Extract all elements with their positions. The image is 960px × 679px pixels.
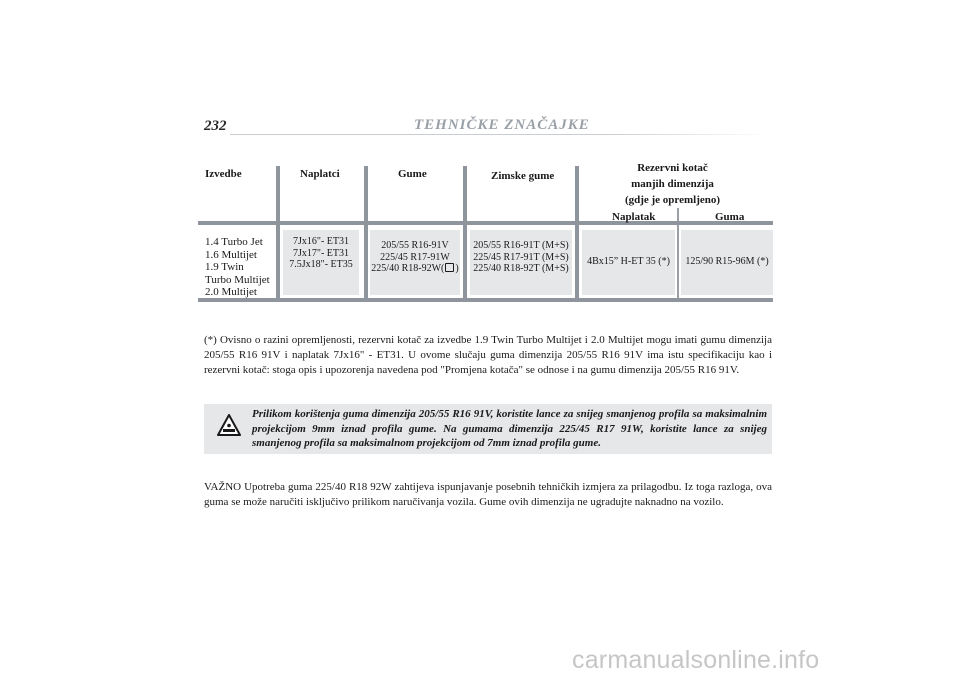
list-item-text: 225/40 R18-92W( (371, 263, 445, 274)
chapter-title: TEHNIČKE ZNAČAJKE (414, 117, 590, 133)
list-item: Turbo Multijet (205, 273, 270, 286)
rez-guma-cell: 125/90 R15-96M (*) (685, 256, 769, 267)
bottom-rule-table (198, 298, 773, 302)
header-rez-guma: Guma (715, 211, 745, 223)
column-separator (276, 166, 280, 300)
header-naplatci: Naplatci (300, 168, 340, 180)
list-item: 205/55 R16-91V (381, 240, 449, 251)
column-separator (463, 166, 467, 300)
important-paragraph: VAŽNO Upotreba guma 225/40 R18 92W zahtijeva ispunjavanje posebnih tehničkih izmjera za prilagodbu. Iz toga razloga, ova guma se može naručiti isključivo prilikom naručivanja vozila. Gume ovih dimenzija ne ugradujte naknadno na vozilo. (204, 481, 772, 508)
list-item: 225/45 R17-91T (M+S) (473, 251, 569, 263)
list-item: 7.5Jx18"- ET35 (289, 259, 353, 270)
header-gume: Gume (398, 168, 427, 180)
list-item: 7Jx17"- ET31 (292, 247, 350, 259)
box-symbol-icon (445, 263, 454, 272)
zimske-gume-cell (470, 240, 572, 275)
page-number: 232 (204, 118, 227, 134)
column-separator (575, 166, 579, 300)
warning-text: Prilikom korištenja guma dimenzija 205/55 R16 91V, koristite lance za snijeg smanjenog profila sa maksimalnim projekcijom 9mm iznad profila gume. Na gumama dimenzija 225/45 R17 91W, koristite lance za snijeg smanjenog profila sa maksimalnom projekcijom od 7mm iznad profila gume. (252, 408, 767, 449)
list-item (370, 263, 460, 275)
header-izvedbe: Izvedbe (205, 168, 242, 180)
header-rez-naplatak: Naplatak (612, 211, 656, 223)
header-zimske-gume: Zimske gume (491, 170, 555, 182)
list-item: 7Jx16"- ET31 (292, 236, 350, 247)
header-rezervni-line: (gdje je opremljeno) (624, 194, 721, 206)
list-item: 205/55 R16-91T (M+S) (473, 240, 569, 251)
watermark: carmanualsonline.info (572, 646, 820, 674)
gume-cell (370, 240, 460, 275)
warning-triangle-icon (217, 414, 241, 436)
list-item: 225/45 R17-91W (380, 251, 450, 263)
list-item: 225/40 R18-92T (M+S) (473, 263, 569, 274)
header-rezervni-line: Rezervni kotač (637, 162, 708, 174)
column-separator (364, 166, 368, 300)
header-rule-table (198, 221, 773, 225)
header-rezervni-kotac (595, 160, 750, 208)
list-item: 1.4 Turbo Jet (205, 236, 263, 248)
naplatci-cell (283, 236, 359, 271)
header-rule (230, 134, 770, 135)
list-item: 1.6 Multijet (205, 248, 257, 261)
izvedbe-cell (205, 236, 270, 299)
list-item: 1.9 Twin (205, 261, 244, 273)
list-item-suffix: ) (455, 263, 459, 274)
list-item: 2.0 Multijet (205, 286, 257, 298)
rez-naplatak-cell: 4Bx15” H-ET 35 (*) (587, 256, 670, 267)
header-rezervni-line: manjih dimenzija (631, 178, 714, 190)
footnote-paragraph: (*) Ovisno o razini opremljenosti, rezervni kotač za izvedbe 1.9 Twin Turbo Multijet i 2.0 Multijet mogu imati gumu dimenzija 205/55 R16 91V i naplatak 7Jx16" - ET31. U ovome slučaju guma dimenzija 205/55 R16 91V ima istu specifikaciju kao i rezervni kotač: stoga opis i upozorenja navedena pod "Promjena kotača" se odnose i na gumu dimenzija 205/55 R16 91V. (204, 334, 772, 376)
